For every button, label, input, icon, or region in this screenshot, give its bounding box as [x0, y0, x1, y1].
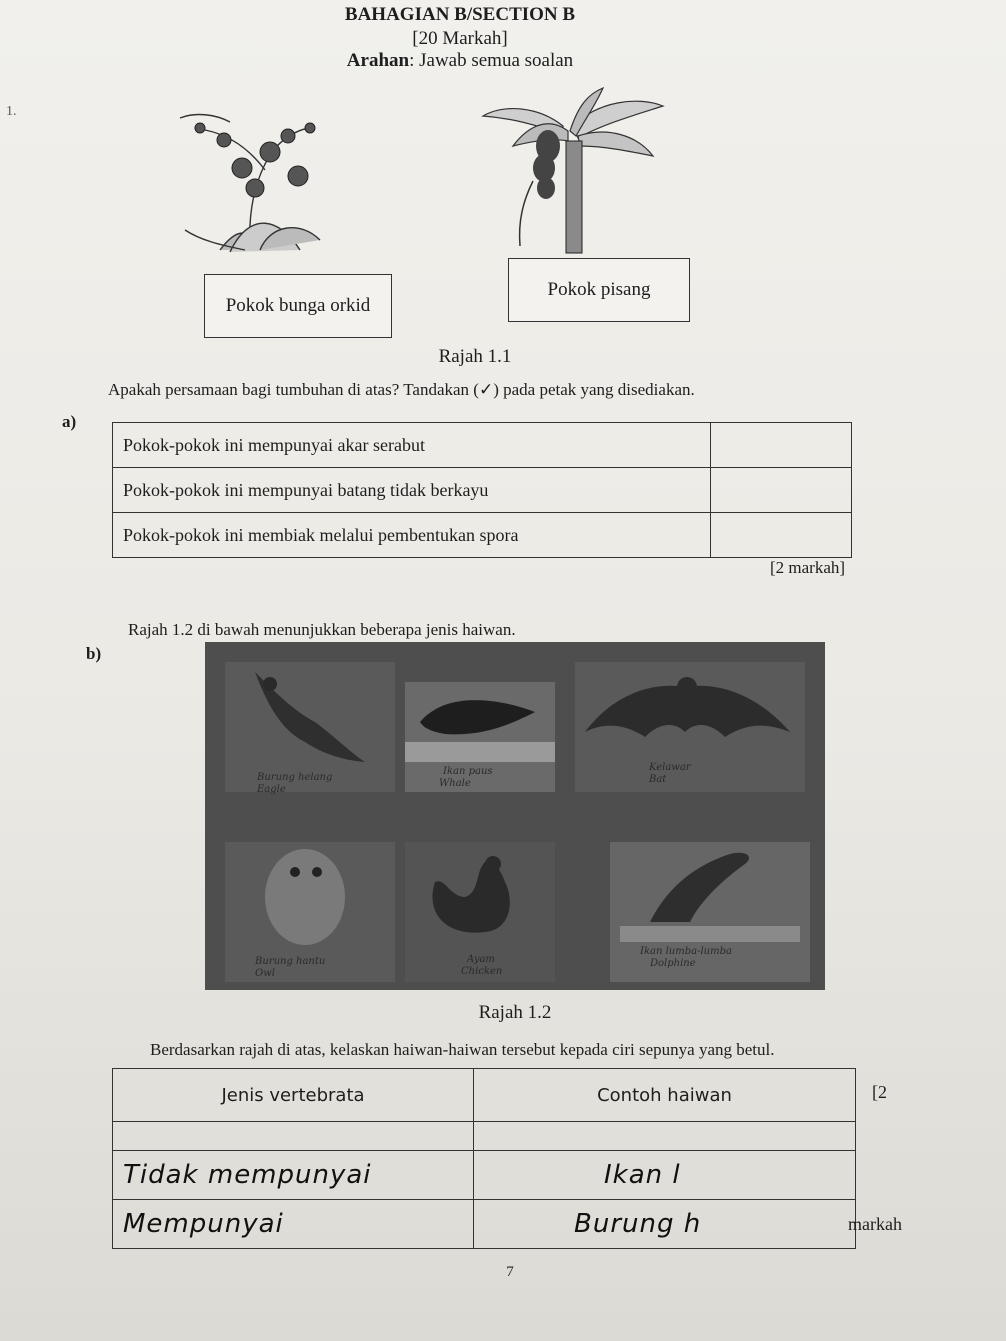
animal-name: Kelawar — [649, 762, 691, 773]
answer-cell[interactable] — [474, 1151, 856, 1200]
bat-icon — [575, 662, 805, 762]
instruction — [250, 50, 670, 72]
part-b-letter: b) — [86, 644, 102, 663]
part-b-question: Berdasarkan rajah di atas, kelaskan haiwan-haiwan tersebut kepada ciri sepunya yang betul. — [150, 1040, 775, 1059]
animal-english: Eagle — [257, 784, 286, 795]
animals-figure — [205, 642, 825, 990]
tick-box[interactable] — [711, 423, 852, 468]
owl-icon — [225, 842, 395, 952]
banana-label-box: Pokok pisang — [508, 258, 690, 322]
dolphin-cell — [610, 842, 810, 982]
dolphin-icon — [610, 842, 810, 942]
answer-row — [113, 1122, 856, 1151]
part-b-marks-open: [2 — [872, 1082, 887, 1102]
figure-2-caption: Rajah 1.2 — [478, 1002, 552, 1023]
figure-1-caption: Rajah 1.1 — [438, 346, 512, 367]
instruction-text: : Jawab semua soalan — [409, 50, 574, 71]
animal-name: Ikan lumba-lumba — [640, 946, 732, 957]
banana-tree-illustration — [478, 86, 668, 256]
orchid-label-box: Pokok bunga orkid — [204, 274, 392, 338]
animal-name: Burung helang — [257, 772, 333, 783]
option-row — [113, 513, 852, 558]
chicken-cell — [405, 842, 555, 982]
handwritten-type: Tidak mempunyai — [123, 1160, 372, 1190]
option-text: Pokok-pokok ini mempunyai akar serabut — [113, 423, 711, 468]
owl-cell — [225, 842, 395, 982]
chicken-icon — [405, 842, 555, 952]
answer-cell[interactable] — [113, 1200, 474, 1249]
animal-english: Owl — [255, 968, 275, 979]
answer-header-row — [113, 1069, 856, 1122]
whale-icon — [405, 682, 555, 762]
part-a-marks: [2 markah] — [770, 558, 846, 577]
option-row — [113, 423, 852, 468]
option-text: Pokok-pokok ini membiak melalui pembentukan spora — [113, 513, 711, 558]
part-a-question: Apakah persamaan bagi tumbuhan di atas? Tandakan (✓) pada petak yang disediakan. — [108, 380, 695, 399]
instruction-label: Arahan — [346, 50, 410, 71]
part-b-marks-close: markah — [848, 1214, 902, 1234]
option-text: Pokok-pokok ini mempunyai batang tidak berkayu — [113, 468, 711, 513]
eagle-cell — [225, 662, 395, 795]
header-animal-example: Contoh haiwan — [474, 1069, 856, 1122]
handwritten-example: Ikan l — [604, 1160, 681, 1190]
answer-row — [113, 1200, 856, 1249]
animal-english: Whale — [439, 778, 471, 789]
option-row — [113, 468, 852, 513]
part-b-intro: Rajah 1.2 di bawah menunjukkan beberapa jenis haiwan. — [128, 620, 516, 639]
animal-english: Bat — [649, 774, 667, 785]
animal-name: Burung hantu — [255, 956, 326, 967]
bat-cell — [575, 662, 805, 792]
animal-english: Chicken — [461, 966, 503, 977]
answer-row — [113, 1151, 856, 1200]
answer-cell[interactable] — [474, 1200, 856, 1249]
part-a-options-table — [112, 422, 852, 558]
total-marks: [20 Markah] — [412, 28, 508, 49]
eagle-icon — [225, 662, 395, 772]
header-vertebrate-type: Jenis vertebrata — [113, 1069, 474, 1122]
handwritten-example: Burung h — [574, 1209, 702, 1239]
handwritten-type: Mempunyai — [123, 1209, 284, 1239]
animal-english: Dolphine — [650, 958, 696, 969]
answer-table — [112, 1068, 856, 1249]
tick-box[interactable] — [711, 513, 852, 558]
orchid-illustration — [160, 100, 340, 260]
page-number: 7 — [506, 1264, 514, 1280]
section-title: BAHAGIAN B/SECTION B — [344, 4, 576, 25]
answer-cell[interactable] — [113, 1151, 474, 1200]
animal-name: Ayam — [467, 954, 495, 965]
question-number: 1. — [6, 104, 17, 119]
part-a-letter: a) — [62, 412, 77, 431]
animal-name: Ikan paus — [443, 766, 493, 777]
whale-cell — [405, 682, 555, 792]
tick-box[interactable] — [711, 468, 852, 513]
